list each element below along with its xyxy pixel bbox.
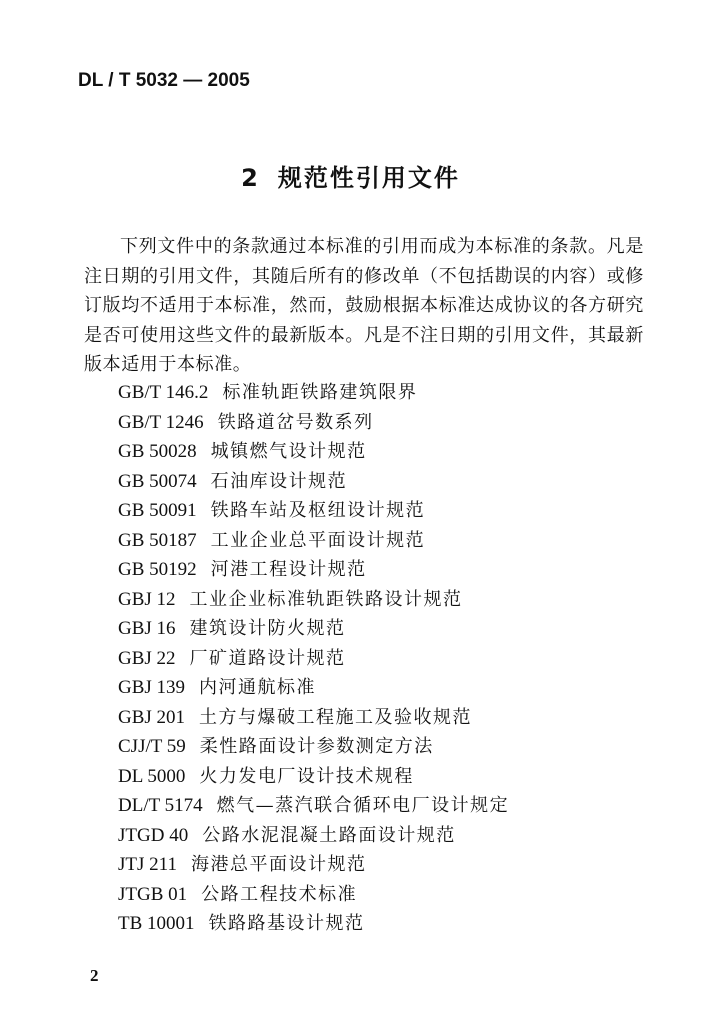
reference-name: 柔性路面设计参数测定方法	[199, 736, 434, 757]
reference-item	[118, 821, 509, 851]
chapter-title	[0, 158, 701, 193]
reference-name: 公路水泥混凝土路面设计规范	[202, 824, 456, 846]
reference-code: JTGD 40	[118, 824, 189, 846]
reference-name: 厂矿道路设计规范	[189, 647, 346, 669]
chapter-title-text: 规范性引用文件	[277, 164, 460, 192]
reference-item	[118, 467, 509, 497]
reference-item	[118, 437, 509, 467]
reference-name: 铁路车站及枢纽设计规范	[210, 500, 426, 521]
reference-code: GB/T 1246	[118, 411, 204, 433]
reference-name: 工业企业总平面设计规范	[210, 529, 426, 551]
reference-code: JTGB 01	[118, 883, 188, 905]
reference-code: GB 50187	[118, 529, 197, 551]
reference-name: 铁路路基设计规范	[208, 913, 365, 934]
reference-list	[118, 378, 509, 939]
reference-name: 石油库设计规范	[210, 470, 348, 492]
chapter-number: 2	[241, 164, 260, 192]
reference-name: 城镇燃气设计规范	[210, 441, 367, 462]
reference-item	[118, 585, 509, 615]
reference-item	[118, 791, 509, 821]
reference-name: 公路工程技术标准	[201, 883, 358, 905]
intro-paragraph: 下列文件中的条款通过本标准的引用而成为本标准的条款。凡是注日期的引用文件，其随后所有的修改单（不包括勘误的内容）或修订版均不适用于本标准，然而，鼓励根据本标准达成协议的各方研究是否可使用这些文件的最新版本。凡是不注日期的引用文件，其最新版本适用于本标准。	[84, 236, 644, 375]
reference-item	[118, 526, 509, 556]
reference-name: 燃气—蒸汽联合循环电厂设计规定	[216, 795, 510, 816]
reference-code: GB/T 146.2	[118, 382, 209, 403]
reference-item	[118, 614, 509, 644]
reference-item	[118, 378, 509, 408]
reference-item	[118, 762, 509, 792]
reference-item	[118, 703, 509, 733]
reference-code: GBJ 201	[118, 706, 186, 728]
reference-code: GB 50028	[118, 441, 197, 462]
reference-name: 建筑设计防火规范	[189, 618, 346, 639]
reference-code: GBJ 16	[118, 618, 176, 639]
reference-name: 河港工程设计规范	[210, 559, 367, 580]
reference-code: GB 50192	[118, 559, 197, 580]
reference-item	[118, 496, 509, 526]
reference-item	[118, 732, 509, 762]
reference-name: 海港总平面设计规范	[190, 854, 367, 875]
reference-code: GB 50091	[118, 500, 197, 521]
reference-name: 火力发电厂设计技术规程	[199, 765, 414, 787]
reference-item	[118, 555, 509, 585]
reference-code: JTJ 211	[118, 854, 177, 875]
reference-item	[118, 909, 509, 939]
reference-item	[118, 408, 509, 438]
reference-item	[118, 644, 509, 674]
reference-code: DL/T 5174	[118, 795, 203, 816]
reference-name: 标准轨距铁路建筑限界	[222, 382, 418, 403]
reference-code: DL 5000	[118, 765, 186, 787]
reference-name: 土方与爆破工程施工及验收规范	[199, 706, 473, 728]
reference-name: 工业企业标准轨距铁路设计规范	[189, 588, 463, 610]
reference-name: 铁路道岔号数系列	[217, 411, 374, 433]
reference-code: TB 10001	[118, 913, 195, 934]
standard-code-header: DL / T 5032 — 2005	[78, 70, 250, 91]
reference-item	[118, 850, 509, 880]
reference-code: CJJ/T 59	[118, 736, 186, 757]
page-number: 2	[90, 966, 99, 985]
reference-code: GBJ 139	[118, 677, 186, 698]
reference-code: GB 50074	[118, 470, 197, 492]
reference-item	[118, 880, 509, 910]
reference-code: GBJ 22	[118, 647, 176, 669]
reference-name: 内河通航标准	[199, 677, 317, 698]
reference-item	[118, 673, 509, 703]
reference-code: GBJ 12	[118, 588, 176, 610]
